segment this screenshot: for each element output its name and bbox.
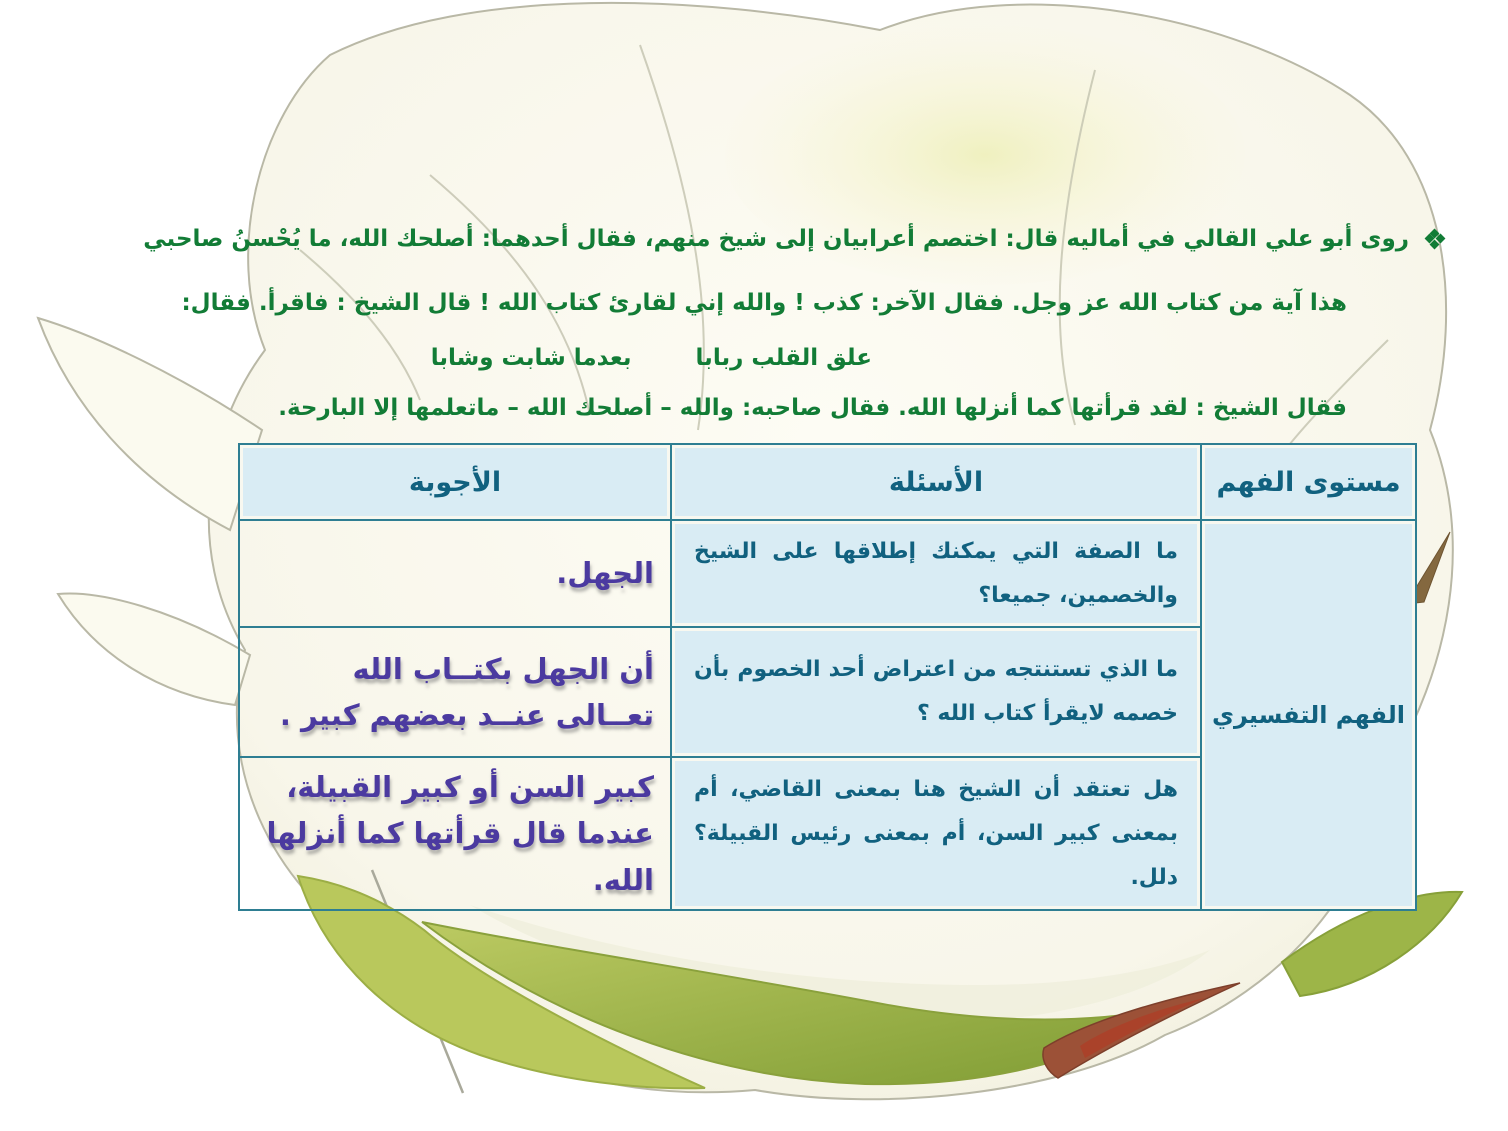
story-verse-line xyxy=(40,341,1450,375)
table-row xyxy=(239,520,1416,627)
header-cell-level: مستوى الفهم xyxy=(1201,444,1416,520)
verse-second-hemistich: بعدما شابت وشابا xyxy=(430,345,632,371)
question-cell-1: ما الصفة التي يمكنك إطلاقها على الشيخ والخصمين، جميعا؟ xyxy=(671,520,1201,627)
story-line-4: فقال الشيخ : لقد قرأتها كما أنزلها الله. فقال صاحبه: والله – أصلحك الله – ماتعلمها إلا البارحة. xyxy=(278,395,1347,421)
answer-cell-1: الجهل. xyxy=(239,520,671,627)
answer-cell-3: كبير السن أو كبير القبيلة، عندما قال قرأتها كما أنزلها الله. xyxy=(239,757,671,910)
verse-first-hemistich: علق القلب ربابا xyxy=(695,345,872,371)
table-header-row xyxy=(239,444,1416,520)
level-cell: الفهم التفسيري xyxy=(1201,520,1416,910)
answer-cell-2: أن الجهل بكتــاب الله تعــالى عنــد بعضهم كبير . xyxy=(239,627,671,757)
question-cell-2: ما الذي تستنتجه من اعتراض أحد الخصوم بأن خصمه لايقرأ كتاب الله ؟ xyxy=(671,627,1201,757)
question-cell-3: هل تعتقد أن الشيخ هنا بمعنى القاضي، أم بمعنى كبير السن، أم بمعنى رئيس القبيلة؟ دلل. xyxy=(671,757,1201,910)
qa-table xyxy=(238,443,1417,911)
ornament-bullet-icon xyxy=(1426,230,1444,248)
story-line-1 xyxy=(40,222,1450,256)
story-line-2: هذا آية من كتاب الله عز وجل. فقال الآخر: كذب ! والله إني لقارئ كتاب الله ! قال الشيخ : فاقرأ. فقال: xyxy=(181,290,1347,316)
header-cell-questions: الأسئلة xyxy=(671,444,1201,520)
story-line-1-text: روى أبو علي القالي في أماليه قال: اختصم أعرابيان إلى شيخ منهم، فقال أحدهما: أصلحك الله، ما يُحْسنُ صاحبي xyxy=(143,226,1409,252)
story-paragraph xyxy=(40,222,1450,425)
header-cell-answers: الأجوبة xyxy=(239,444,671,520)
